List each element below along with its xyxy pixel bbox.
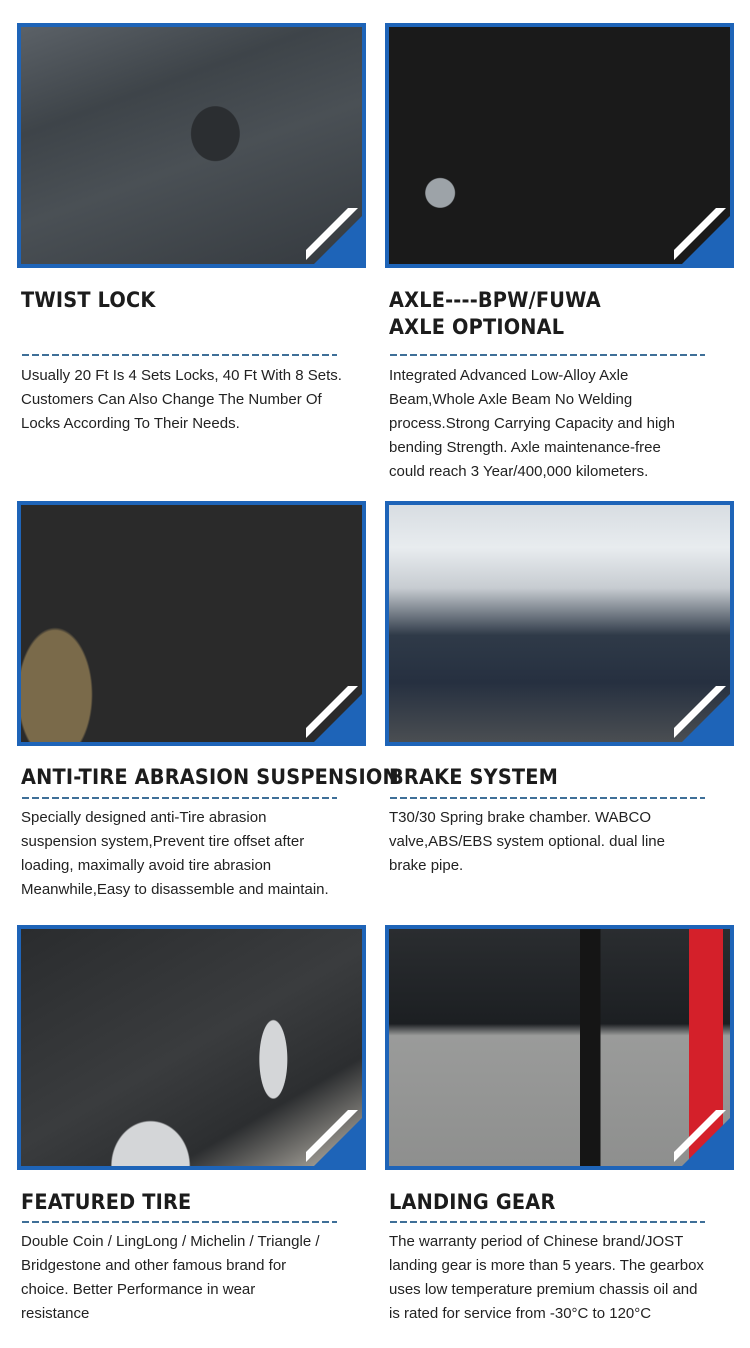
feature-title-suspension: ANTI-TIRE ABRASION SUSPENSION (21, 765, 399, 789)
feature-image-tire (17, 925, 366, 1170)
corner-accent-icon (674, 1110, 734, 1170)
feature-image-landing-gear (385, 925, 734, 1170)
feature-divider (22, 354, 337, 356)
feature-image-twist-lock (17, 23, 366, 268)
feature-image-axle (385, 23, 734, 268)
feature-title-brake: BRAKE SYSTEM (389, 765, 559, 789)
feature-divider (390, 354, 705, 356)
feature-divider (390, 1221, 705, 1223)
feature-description-brake: T30/30 Spring brake chamber. WABCO valve,ABS/EBS system optional. dual line brake pipe. (389, 809, 665, 874)
feature-title-axle: AXLE----BPW/FUWA AXLE OPTIONAL (389, 288, 601, 339)
feature-divider (22, 1221, 337, 1223)
feature-description-suspension: Specially designed anti-Tire abrasion suspension system,Prevent tire offset after loading, maximally avoid tire abrasion Meanwhile,Easy to disassemble and maintain. (21, 809, 329, 898)
feature-divider (390, 797, 705, 799)
feature-description-twist-lock: Usually 20 Ft Is 4 Sets Locks, 40 Ft With 8 Sets. Customers Can Also Change The Number Of Locks According To Their Needs. (21, 367, 342, 432)
feature-divider (22, 797, 337, 799)
feature-title-landing-gear: LANDING GEAR (389, 1190, 556, 1214)
feature-description-landing-gear: The warranty period of Chinese brand/JOST landing gear is more than 5 years. The gearbox uses low temperature premium chassis oil and is rated for service from -30°C to 120°C (389, 1233, 704, 1322)
feature-description-axle: Integrated Advanced Low-Alloy Axle Beam,Whole Axle Beam No Welding process.Strong Carrying Capacity and high bending Strength. Axle maintenance-free could reach 3 Year/400,000 kilometers. (389, 367, 675, 480)
corner-accent-icon (306, 208, 366, 268)
corner-accent-icon (306, 686, 366, 746)
corner-accent-icon (674, 208, 734, 268)
feature-title-twist-lock: TWIST LOCK (21, 288, 156, 312)
feature-description-tire: Double Coin / LingLong / Michelin / Triangle / Bridgestone and other famous brand for choice. Better Performance in wear resistance (21, 1233, 320, 1322)
corner-accent-icon (674, 686, 734, 746)
corner-accent-icon (306, 1110, 366, 1170)
feature-image-brake (385, 501, 734, 746)
feature-title-tire: FEATURED TIRE (21, 1190, 192, 1214)
feature-image-suspension (17, 501, 366, 746)
